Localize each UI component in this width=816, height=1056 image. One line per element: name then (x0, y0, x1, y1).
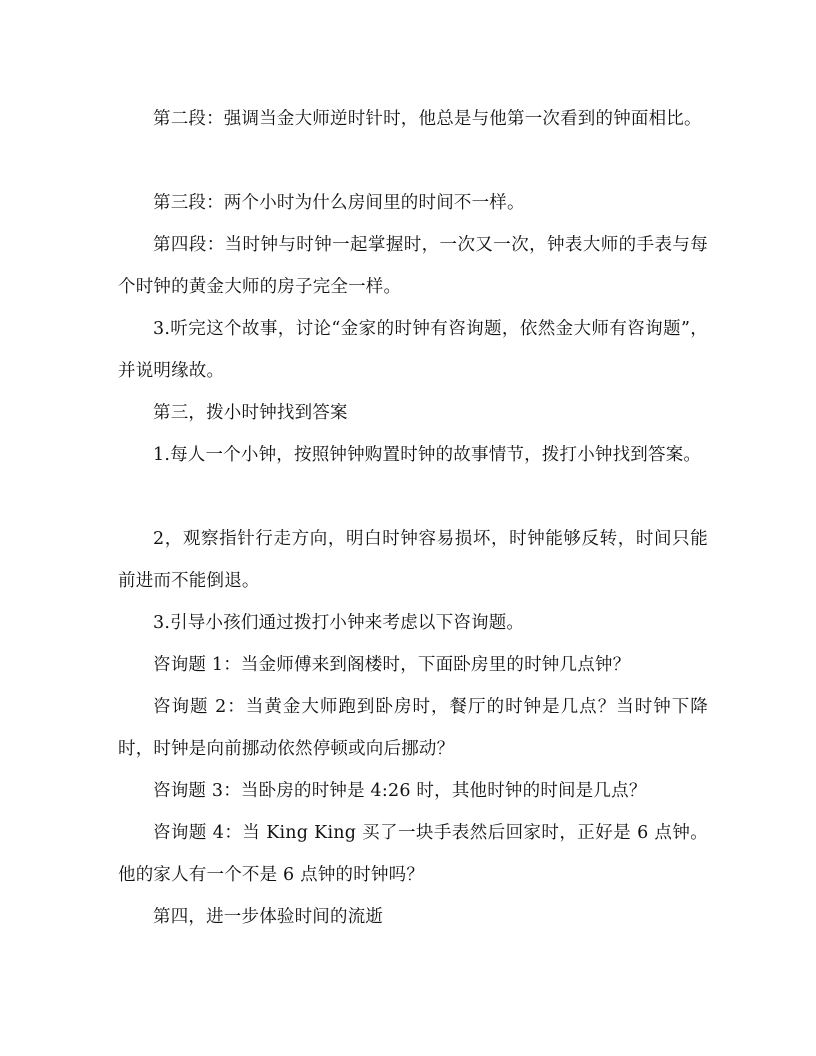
paragraph-item-2: 2，观察指针行走方向，明白时钟容易损坏，时钟能够反转，时间只能前进而不能倒退。 (118, 529, 708, 591)
paragraph-section-three: 第三段：两个小时为什么房间里的时间不一样。 (153, 193, 525, 213)
question-3: 咨询题 3：当卧房的时钟是 4:26 时，其他时钟的时间是几点？ (153, 781, 647, 801)
paragraph-section-four: 第四段：当时钟与时钟一起掌握时，一次又一次，钟表大师的手表与每个时钟的黄金大师的房子完全一样。 (118, 235, 708, 297)
paragraph-item-3: 3.引导小孩们通过拨打小钟来考虑以下咨询题。 (153, 613, 525, 633)
paragraph-item-1: 1.每人一个小钟，按照钟钟购置时钟的故事情节，拨打小钟找到答案。 (153, 445, 702, 465)
question-4: 咨询题 4：当 King King 买了一块手表然后回家时，正好是 6 点钟。他的家人有一个不是 6 点钟的时钟吗？ (118, 823, 708, 885)
paragraph-discussion: 3.听完这个故事，讨论“金家的时钟有咨询题，依然金大师有咨询题”，并说明缘故。 (118, 319, 709, 381)
question-2: 咨询题 2：当黄金大师跑到卧房时，餐厅的时钟是几点？当时钟下降时，时钟是向前挪动依然停顿或向后挪动？ (118, 697, 708, 759)
heading-step-three: 第三，拨小时钟找到答案 (153, 403, 348, 423)
paragraph-section-two: 第二段：强调当金大师逆时针时，他总是与他第一次看到的钟面相比。 (153, 109, 702, 129)
heading-step-four: 第四，进一步体验时间的流逝 (153, 907, 384, 927)
question-1: 咨询题 1：当金师傅来到阁楼时，下面卧房里的时钟几点钟？ (153, 655, 631, 675)
